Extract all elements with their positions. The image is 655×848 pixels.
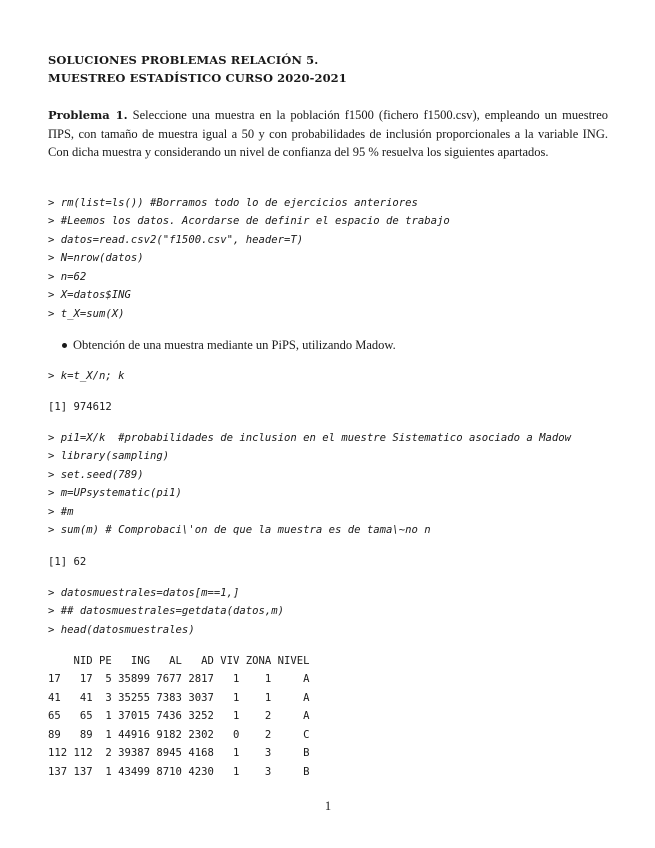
code-line: > ## datosmuestrales=getdata(datos,m) — [48, 605, 284, 617]
code-line: > #Leemos los datos. Acordarse de definir el espacio de trabajo — [48, 215, 450, 227]
code-line: > set.seed(789) — [48, 469, 144, 481]
problem-statement — [48, 106, 608, 162]
code-line: > k=t_X/n; k — [48, 370, 125, 382]
console-output: [1] 974612 — [48, 401, 112, 413]
page-number: 1 — [324, 799, 332, 813]
code-line: > m=UPsystematic(pi1) — [48, 487, 182, 499]
bullet-text: Obtención de una muestra mediante un PiPS, utilizando Madow. — [73, 338, 396, 352]
bullet-dot-icon — [62, 343, 67, 348]
code-line: > t_X=sum(X) — [48, 308, 125, 320]
code-line: > N=nrow(datos) — [48, 252, 144, 264]
code-line: > n=62 — [48, 271, 87, 283]
code-line: > head(datosmuestrales) — [48, 624, 195, 636]
code-line: > library(sampling) — [48, 450, 170, 462]
table-row: 89 89 1 44916 9182 2302 0 2 C — [48, 729, 310, 741]
table-row: 137 137 1 43499 8710 4230 1 3 B — [48, 766, 310, 778]
table-row: 17 17 5 35899 7677 2817 1 1 A — [48, 673, 310, 685]
code-line: > pi1=X/k #probabilidades de inclusion en el muestre Sistematico asociado a Madow — [48, 432, 571, 444]
table-row: 112 112 2 39387 8945 4168 1 3 B — [48, 747, 310, 759]
code-line: > datosmuestrales=datos[m==1,] — [48, 587, 240, 599]
document-title-line-1: SOLUCIONES PROBLEMAS RELACIÓN 5. — [48, 53, 319, 67]
code-line: > sum(m) # Comprobaci\'on de que la muestra es de tama\~no n — [48, 524, 431, 536]
document-title-line-2: MUESTREO ESTADÍSTICO CURSO 2020-2021 — [48, 71, 347, 85]
console-output: [1] 62 — [48, 556, 87, 568]
code-line: > datos=read.csv2("f1500.csv", header=T) — [48, 234, 304, 246]
table-row: 65 65 1 37015 7436 3252 1 2 A — [48, 710, 310, 722]
problem-text: Seleccione una muestra en la población f1500 (fichero f1500.csv), empleando un muestreo ΠPS, con tamaño de muestra igual a 50 y con probabilidades de inclusión proporcionales a la variable ING. Con dicha muestra y considerando un nivel de confianza del 95 % resuelva los siguientes apartados. — [48, 108, 608, 160]
bullet-item — [62, 338, 396, 353]
code-line: > #m — [48, 506, 74, 518]
table-row: 41 41 3 35255 7383 3037 1 1 A — [48, 692, 310, 704]
table-header-row: NID PE ING AL AD VIV ZONA NIVEL — [48, 655, 310, 667]
code-line: > X=datos$ING — [48, 289, 131, 301]
problem-label: Problema 1. — [48, 108, 128, 122]
code-line: > rm(list=ls()) #Borramos todo lo de ejercicios anteriores — [48, 197, 418, 209]
